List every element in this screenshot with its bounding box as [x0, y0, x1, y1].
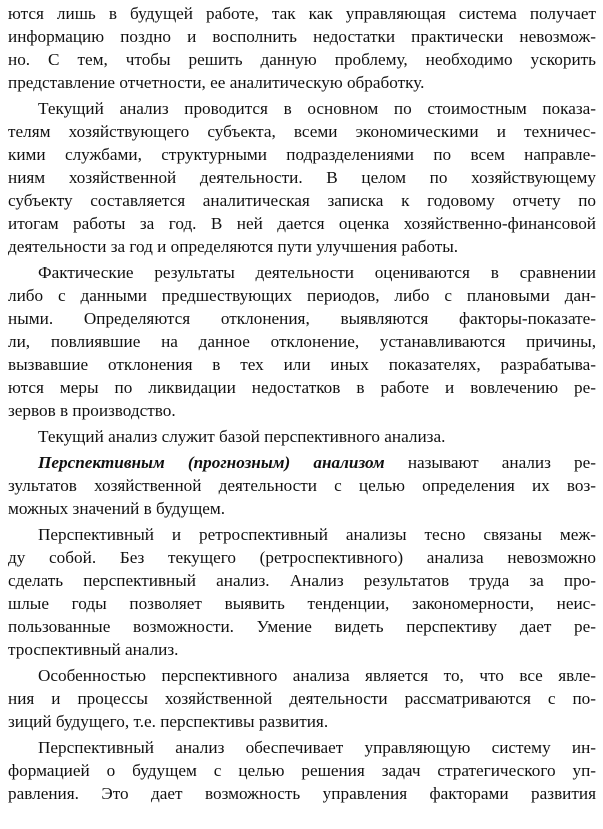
text-line: телям хозяйствующего субъекта, всеми экономическими и техничес- — [8, 122, 596, 141]
text-line: шлые годы позволяет выявить тенденции, закономерности, неис- — [8, 594, 596, 613]
text-line: пользованные возможности. Умение видеть перспективу дает ре- — [8, 617, 596, 636]
text-line: информацию поздно и восполнить недостатки практически невозмож- — [8, 27, 596, 46]
text-line: ли, повлиявшие на данное отклонение, устанавливаются причины, — [8, 332, 596, 351]
text-line-rest: называют анализ ре- — [407, 453, 596, 472]
text-line: ются меры по ликвидации недостатков в работе и вовлечению ре- — [8, 378, 596, 397]
text-line: субъекту составляется аналитическая записка к годовому отчету по — [8, 191, 596, 210]
text-line: вызвавшие отклонения в тех или иных показателях, разрабатыва- — [8, 355, 596, 374]
text-line: Текущий анализ служит базой перспективного анализа. — [38, 427, 446, 446]
text-line: Фактические результаты деятельности оцениваются в сравнении — [38, 263, 596, 282]
text-line: Перспективный и ретроспективный анализы тесно связаны меж- — [38, 525, 596, 544]
defined-term: Перспективным (прогнозным) анализом — [38, 453, 385, 472]
text-line: сделать перспективный анализ. Анализ результатов труда за про- — [8, 571, 596, 590]
text-line: ниям хозяйственной деятельности. В целом по хозяйствующему — [8, 168, 596, 187]
text-line: зервов в производство. — [8, 401, 176, 420]
text-line: зиций будущего, т.е. перспективы развития. — [8, 712, 329, 731]
text-line: ду собой. Без текущего (ретроспективного) анализа невозможно — [8, 548, 596, 567]
text-line: ния и процессы хозяйственной деятельности рассматриваются с по- — [8, 689, 596, 708]
text-line: деятельности за год и определяются пути улучшения работы. — [8, 237, 459, 256]
text-line: Особенностью перспективного анализа является то, что все явле- — [38, 666, 596, 685]
text-line: но. С тем, чтобы решить данную проблему, необходимо ускорить — [8, 50, 596, 69]
text-line: Перспективный анализ обеспечивает управляющую систему ин- — [38, 738, 596, 757]
text-line: Текущий анализ проводится в основном по стоимостным показа- — [38, 99, 596, 118]
text-line: ными. Определяются отклонения, выявляются факторы-показате- — [8, 309, 596, 328]
text-line: формацией о будущем с целью решения задач стратегического уп- — [8, 761, 596, 780]
text-line: можных значений в будущем. — [8, 499, 226, 518]
text-line: равления. Это дает возможность управления факторами развития — [8, 784, 596, 803]
text-line: итогам работы за год. В ней дается оценка хозяйственно-финансовой — [8, 214, 596, 233]
text-line: ются лишь в будущей работе, так как управляющая система получает — [8, 4, 596, 23]
text-line: представление отчетности, ее аналитическую обработку. — [8, 73, 425, 92]
text-line: зультатов хозяйственной деятельности с целью определения их воз- — [8, 476, 596, 495]
text-line: кими службами, структурными подразделениями по всем направле- — [8, 145, 596, 164]
text-line: троспективный анализ. — [8, 640, 179, 659]
text-line: либо с данными предшествующих периодов, либо с плановыми дан- — [8, 286, 596, 305]
